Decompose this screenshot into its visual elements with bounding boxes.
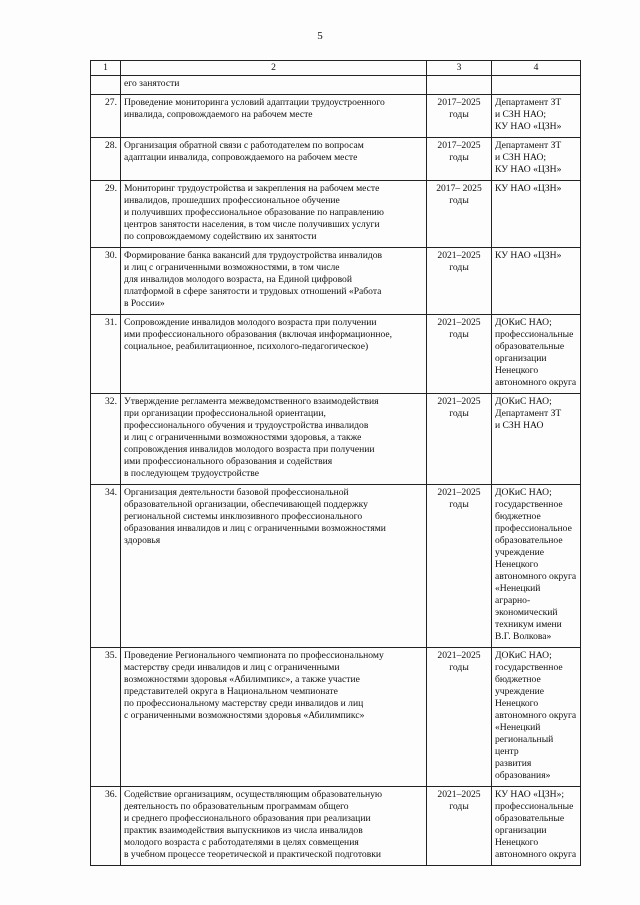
period: 2021–2025 годы: [427, 648, 492, 787]
table-row: [91, 138, 581, 181]
responsible: КУ НАО «ЦЗН»: [492, 181, 581, 248]
responsible: КУ НАО «ЦЗН»: [492, 248, 581, 315]
row-number: 27.: [91, 95, 121, 138]
table-row: [91, 648, 581, 787]
responsible: КУ НАО «ЦЗН»; профессиональные образовательные организации Ненецкого автономного округа: [492, 787, 581, 866]
responsible: ДОКиС НАО; профессиональные образовательные организации Ненецкого автономного округа: [492, 315, 581, 394]
activity-text: Сопровождение инвалидов молодого возраста при получении ими профессионального образования (включая информационное, социальное, реабилитационное, психолого-педагогическое): [121, 315, 427, 394]
table-row: [91, 315, 581, 394]
activity-text: Организация обратной связи с работодателем по вопросам адаптации инвалида, сопровождаемого на рабочем месте: [121, 138, 427, 181]
row-number: 31.: [91, 315, 121, 394]
responsible: ДОКиС НАО; государственное бюджетное учреждение Ненецкого автономного округа «Ненецкий региональный центр развития образования»: [492, 648, 581, 787]
row-number: 34.: [91, 485, 121, 648]
header-col-2: 2: [121, 61, 427, 76]
row-number: 28.: [91, 138, 121, 181]
table-row: [91, 394, 581, 485]
page-number: 5: [317, 30, 323, 42]
table-row: [91, 76, 581, 95]
table-row: [91, 485, 581, 648]
table-row: [91, 248, 581, 315]
table-header: [91, 61, 581, 76]
activity-text: Организация деятельности базовой профессиональной образовательной организации, обеспечивающей поддержку региональной системы инклюзивного профессионального образования инвалидов и лиц с ограниченными возможностями здоровья: [121, 485, 427, 648]
table-row: [91, 787, 581, 866]
period: 2017– 2025 годы: [427, 181, 492, 248]
header-col-4: 4: [492, 61, 581, 76]
header-col-1: 1: [91, 61, 121, 76]
period: 2021–2025 годы: [427, 315, 492, 394]
table-row: [91, 95, 581, 138]
row-number: 29.: [91, 181, 121, 248]
activity-text: его занятости: [121, 76, 427, 95]
row-number: 35.: [91, 648, 121, 787]
responsible: Департамент ЗТ и СЗН НАО; КУ НАО «ЦЗН»: [492, 138, 581, 181]
responsible: Департамент ЗТ и СЗН НАО; КУ НАО «ЦЗН»: [492, 95, 581, 138]
activity-text: Формирование банка вакансий для трудоустройства инвалидов и лиц с ограниченными возможностями, в том числе для инвалидов молодого возраста, на Единой цифровой платформой в сфере занятости и трудовых отношений «Работа в России»: [121, 248, 427, 315]
period: 2017–2025 годы: [427, 95, 492, 138]
row-number: 30.: [91, 248, 121, 315]
table-body: [91, 76, 581, 866]
period: [427, 76, 492, 95]
period: 2021–2025 годы: [427, 394, 492, 485]
period: 2021–2025 годы: [427, 485, 492, 648]
table-row: [91, 181, 581, 248]
responsible: [492, 76, 581, 95]
header-col-3: 3: [427, 61, 492, 76]
row-number: 36.: [91, 787, 121, 866]
activity-text: Мониторинг трудоустройства и закрепления на рабочем месте инвалидов, прошедших профессиональное обучение и получивших профессиональное образование по направлению центров занятости населения, в том числе получивших услуги по сопровождаемому содействию их занятости: [121, 181, 427, 248]
period: 2021–2025 годы: [427, 787, 492, 866]
responsible: ДОКиС НАО; Департамент ЗТ и СЗН НАО: [492, 394, 581, 485]
activity-text: Проведение Регионального чемпионата по профессиональному мастерству среди инвалидов и лиц с ограниченными возможностями здоровья «Абилимпикс», а также участие представителей округа в Национальном чемпионате по профессиональному мастерству среди инвалидов и лиц с ограниченными возможностями здоровья «Абилимпикс»: [121, 648, 427, 787]
row-number: [91, 76, 121, 95]
activity-text: Содействие организациям, осуществляющим образовательную деятельность по образовательным программам общего и среднего профессионального образования при реализации практик взаимодействия выпускников из числа инвалидов молодого возраста с работодателями в целях совмещения в учебном процессе теоретической и практической подготовки: [121, 787, 427, 866]
activity-text: Утверждение регламента межведомственного взаимодействия при организации профессиональной ориентации, профессионального обучения и трудоустройства инвалидов и лиц с ограниченными возможностями здоровья, а также сопровождения инвалидов молодого возраста при получении ими профессионального образования и содействия в последующем трудоустройстве: [121, 394, 427, 485]
activity-text: Проведение мониторинга условий адаптации трудоустроенного инвалида, сопровождаемого на рабочем месте: [121, 95, 427, 138]
activities-table: [90, 60, 581, 866]
period: 2017–2025 годы: [427, 138, 492, 181]
responsible: ДОКиС НАО; государственное бюджетное профессиональное образовательное учреждение Ненецкого автономного округа «Ненецкий аграрно- экономический техникум имени В.Г. Волкова»: [492, 485, 581, 648]
period: 2021–2025 годы: [427, 248, 492, 315]
row-number: 32.: [91, 394, 121, 485]
